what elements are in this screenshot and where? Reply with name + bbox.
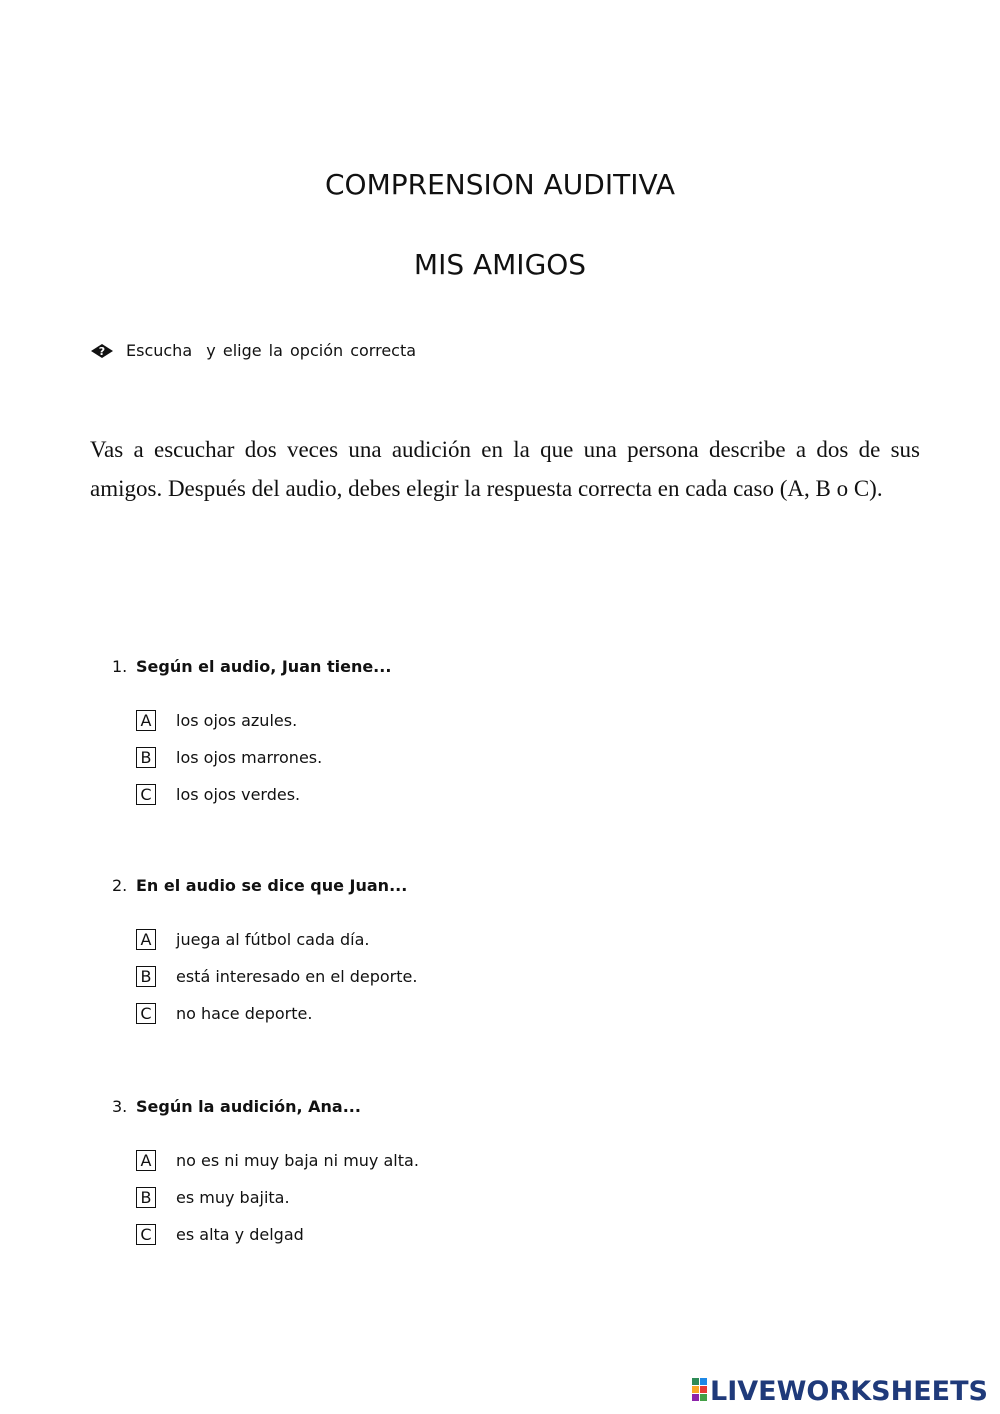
option-text: juega al fútbol cada día. bbox=[176, 930, 370, 949]
option-letter-box[interactable]: A bbox=[136, 710, 156, 731]
question-1 bbox=[112, 655, 812, 813]
option-letter-box[interactable]: C bbox=[136, 784, 156, 805]
option-c[interactable] bbox=[136, 1216, 812, 1253]
question-number: 2. bbox=[112, 876, 128, 895]
question-heading bbox=[112, 874, 812, 898]
option-a[interactable] bbox=[136, 1142, 812, 1179]
question-number: 3. bbox=[112, 1097, 128, 1116]
option-text: los ojos verdes. bbox=[176, 785, 301, 804]
question-3 bbox=[112, 1095, 812, 1253]
option-text: está interesado en el deporte. bbox=[176, 967, 418, 986]
option-letter-box[interactable]: B bbox=[136, 966, 156, 987]
option-b[interactable] bbox=[136, 739, 812, 776]
options-list bbox=[136, 921, 812, 1032]
intro-paragraph: Vas a escuchar dos veces una audición en la que una persona describe a dos de sus amigos. Después del audio, debes elegir la respuesta correcta en cada caso (A, B o C). bbox=[90, 437, 920, 501]
option-text: los ojos azules. bbox=[176, 711, 298, 730]
instruction-text: Escucha y elige la opción correcta bbox=[126, 341, 417, 360]
diamond-bullet-icon bbox=[90, 343, 114, 359]
option-c[interactable] bbox=[136, 995, 812, 1032]
option-letter-box[interactable]: C bbox=[136, 1224, 156, 1245]
option-letter-box[interactable]: B bbox=[136, 747, 156, 768]
options-list bbox=[136, 1142, 812, 1253]
question-heading bbox=[112, 655, 812, 679]
question-number: 1. bbox=[112, 657, 128, 676]
option-a[interactable] bbox=[136, 702, 812, 739]
liveworksheets-logo[interactable] bbox=[692, 1374, 990, 1406]
page-subtitle: MIS AMIGOS bbox=[413, 248, 587, 281]
instruction bbox=[90, 341, 416, 360]
option-letter-box[interactable]: A bbox=[136, 929, 156, 950]
option-text: no es ni muy baja ni muy alta. bbox=[176, 1151, 419, 1170]
question-text: En el audio se dice que Juan... bbox=[136, 876, 408, 895]
options-list bbox=[136, 702, 812, 813]
option-text: los ojos marrones. bbox=[176, 748, 323, 767]
question-heading bbox=[112, 1095, 812, 1119]
question-text: Según el audio, Juan tiene... bbox=[136, 657, 392, 676]
option-text: es alta y delgad bbox=[176, 1225, 304, 1244]
option-text: no hace deporte. bbox=[176, 1004, 313, 1023]
option-a[interactable] bbox=[136, 921, 812, 958]
svg-text:LIVEWORKSHEETS: LIVEWORKSHEETS bbox=[710, 1376, 988, 1406]
page-title: COMPRENSION AUDITIVA bbox=[325, 168, 675, 201]
option-b[interactable] bbox=[136, 958, 812, 995]
question-text: Según la audición, Ana... bbox=[136, 1097, 361, 1116]
option-letter-box[interactable]: B bbox=[136, 1187, 156, 1208]
svg-text:?: ? bbox=[98, 344, 106, 358]
option-letter-box[interactable]: A bbox=[136, 1150, 156, 1171]
liveworksheets-logo-icon bbox=[692, 1374, 990, 1406]
option-c[interactable] bbox=[136, 776, 812, 813]
option-text: es muy bajita. bbox=[176, 1188, 290, 1207]
question-2 bbox=[112, 874, 812, 1032]
option-b[interactable] bbox=[136, 1179, 812, 1216]
option-letter-box[interactable]: C bbox=[136, 1003, 156, 1024]
